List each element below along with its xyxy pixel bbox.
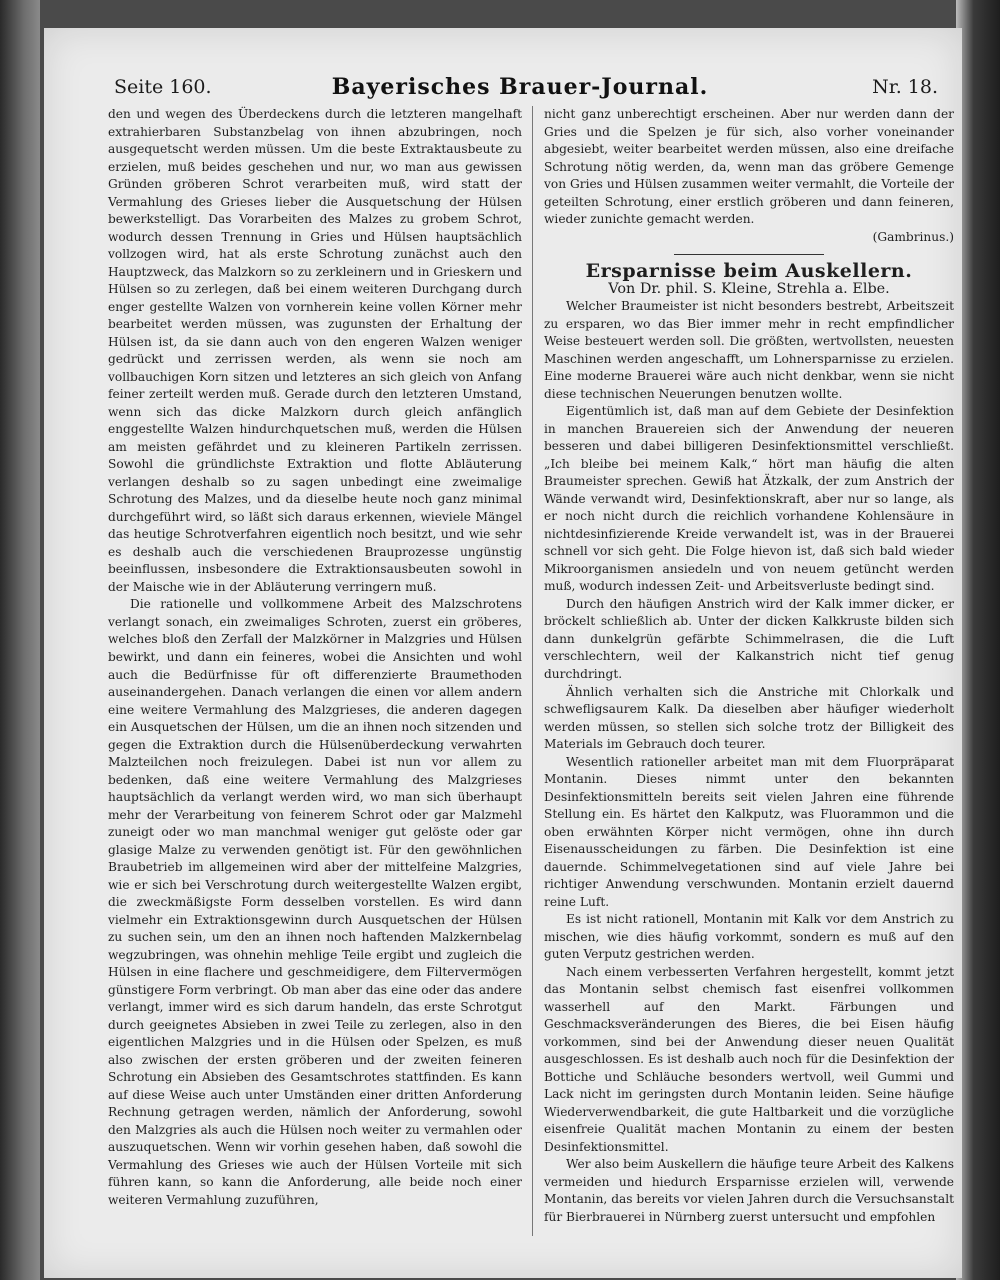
source-signature: (Gambrinus.) — [872, 229, 954, 244]
right-column — [544, 106, 954, 1226]
paragraph: Es ist nicht rationell, Montanin mit Kalk vor dem Anstrich zu mischen, wie dies häufig vorkommt, sondern es muß auf den guten Verputz gestrichen werden. — [544, 912, 954, 962]
paragraph: nicht ganz unberechtigt erscheinen. Aber nur werden dann der Gries und die Spelzen je für sich, also vorher voneinander abgesiebt, weiter bearbeitet werden müssen, also eine dreifache Schrotung nötig werden, da, wenn man das gröbere Gemenge von Gries und Hülsen zusammen weiter vermahlt, die Vorteile der geteilten Schrotung, einer erstlich gröberen und dann feineren, wieder zunichte gemacht werden. — [544, 107, 954, 227]
page-header — [70, 74, 940, 106]
article-separator — [674, 254, 824, 255]
page-edge-right — [956, 0, 1000, 1280]
paragraph: den und wegen des Überdeckens durch die letzteren mangelhaft extrahierbaren Substanzbelag von ihnen abzubringen, noch ausgequetscht werden müssen. Um die beste Extraktausbeute zu erzielen, muß beides geschehen und nur, wo man aus gewissen Gründen gröberen Schrot verarbeiten muß, wird statt der Vermahlung des Grieses lieber die Ausquetschung der Hülsen bewerkstelligt. Das Vorarbeiten des Malzes zu grobem Schrot, wodurch dessen Trennung in Gries und Hülsen hauptsächlich vollzogen wird, hat als erste Schrotung zunächst auch den Hauptzweck, das Malzkorn so zu zerkleinern und in Grieskern und Hülsen so zu zerlegen, daß bei einem weiteren Durchgang durch enger gestellte Walzen von vornherein keine vollen Körner mehr bearbeitet werden müssen, was zugunsten der Erhaltung der Hülsen ist, da sie dann auch von den engeren Walzen weniger gedrückt und zerrissen werden, als wenn sie noch am vollbauchigen Korn sitzen und letzteres an sich gleich von Anfang feiner zerteilt werden muß. Gerade durch den letzteren Umstand, wenn sich das dicke Malzkorn durch gleich anfänglich enggestellte Walzen hindurchquetschen muß, werden die Hülsen am meisten gefährdet und zu kleineren Partikeln zerrissen. Sowohl die gründlichste Extraktion und flotte Abläuterung verlangen deshalb so zu sagen unbedingt eine zweimalige Schrotung des Malzes, und da dieselbe heute noch ganz minimal durchgeführt wird, so läßt sich daraus erkennen, wieviele Mängel das heutige Schrotverfahren eigentlich noch besitzt, und wie sehr es deshalb auch die verschiedenen Brauprozesse ungünstig beeinflussen, insbesondere die Extraktionsausbeuten sowohl in der Maische wie in der Abläuterung verringern muß. — [108, 107, 522, 594]
paragraph: Wesentlich rationeller arbeitet man mit dem Fluorpräparat Montanin. Dieses nimmt unter den bekannten Desinfektionsmitteln bereits seit vielen Jahren eine führende Stellung ein. Es härtet den Kalkputz, was Fluorammon und die oben erwähnten Körper nicht vermögen, ohne ihn durch Eisenausscheidungen zu färben. Die Desinfektion ist eine dauernde. Schimmelvegetationen sind auf viele Jahre bei richtiger Anwendung verschwunden. Montanin erzielt dauernd reine Luft. — [544, 754, 954, 909]
paragraph: Die rationelle und vollkommene Arbeit des Malzschrotens verlangt sonach, ein zweimaliges Schroten, zuerst ein gröberes, welches bloß den Zerfall der Malzkörner in Malzgries und Hülsen bewirkt, und dann ein feineres, wobei die Ansichten und wohl auch die Bedürfnisse für oft differenzierte Braumethoden auseinandergehen. Danach verlangen die einen vor allem andern eine weitere Vermahlung des Malzgrieses, die anderen dagegen ein Ausquetschen der Hülsen, um die an ihnen noch sitzenden und gegen die Extraktion durch die Hülsenüberdeckung verwahrten Malzteilchen noch freizulegen. Dabei ist nun vor allem zu bedenken, daß eine weitere Vermahlung des Malzgrieses hauptsächlich da verlangt werden wird, wo man sich überhaupt mehr der Verarbeitung von feinerem Schrot oder gar Malzmehl zuneigt oder wo man manchmal weniger gut gelöste oder gar glasige Malze zu verwenden genötigt ist. Für den gewöhnlichen Braubetrieb im allgemeinen wird aber der mittelfeine Malzgries, wie er sich bei Verschrotung durch weitergestellte Walzen ergibt, die zweckmäßigste Form desselben vorstellen. Es wird dann vielmehr ein Extraktionsgewinn durch Ausquetschen der Hülsen zu suchen sein, um den an ihnen noch haftenden Malzkernbelag wegzubringen, was ohnehin mehlige Teile ergibt und zugleich die Hülsen in eine flachere und geschmeidigere, dem Filtervermögen günstigere Form verbringt. Ob man aber das eine oder das andere verlangt, immer wird es sich darum handeln, das erste Schrotgut durch geeignetes Absieben in zwei Teile zu zerlegen, also in den eigentlichen Malzgries und in die Hülsen oder Spelzen, es muß also zwischen der ersten gröberen und der zweiten feineren Schrotung ein Absieben des Gesamtschrotes stattfinden. Es kann auf diese Weise auch unter Umständen einer dritten Anforderung Rechnung getragen werden, nämlich der Anforderung, sowohl den Malzgries als auch die Hülsen noch weiter zu vermahlen oder auszuquetschen. Wenn wir vorhin gesehen haben, daß sowohl die Vermahlung des Grieses wie auch der Hülsen Vorteile mit sich führen kann, so kann die Anforderung, alle beide noch einer weiteren Vermahlung zuzuführen, — [108, 597, 522, 1207]
journal-title: Bayerisches Brauer-Journal. — [331, 74, 709, 100]
left-column — [108, 106, 522, 1209]
paragraph: Eigentümlich ist, daß man auf dem Gebiete der Desinfektion in manchen Brauereien sich der Anwendung der neueren besseren und dabei billigeren Desinfektionsmittel verschließt. „Ich bleibe bei meinem Kalk,“ hört man häufig die alten Braumeister sprechen. Gewiß hat Ätzkalk, der zum Anstrich der Wände verwandt wird, Desinfektionskraft, aber nur so lange, als er noch nicht durch die reichlich vorhandene Kohlensäure in nichtdesinfizierende Kreide verwandelt ist, was in der Brauerei schnell vor sich geht. Die Folge hievon ist, daß sich bald wieder Mikroorganismen ansiedeln und von neuem getüncht werden muß, wodurch indessen Zeit- und Arbeitsverluste bedingt sind. — [544, 404, 954, 594]
article-title: Ersparnisse beim Auskellern. — [585, 260, 913, 283]
book-binding — [0, 0, 40, 1280]
page-number: Seite 160. — [114, 76, 212, 98]
article-byline: Von Dr. phil. S. Kleine, Strehla a. Elbe. — [608, 280, 890, 297]
column-divider — [532, 106, 533, 1236]
paragraph: Nach einem verbesserten Verfahren hergestellt, kommt jetzt das Montanin selbst chemisch fast eisenfrei vollkommen wasserhell auf den Markt. Färbungen und Geschmacksveränderungen des Bieres, die bei Eisen häufig vorkommen, sind bei der Anwendung dieser neuen Qualität ausgeschlossen. Es ist deshalb auch noch für die Desinfektion der Bottiche und Schläuche besonders wertvoll, weil Gummi und Lack nicht im geringsten durch Montanin leiden. Seine häufige Wiederverwendbarkeit, die gute Haltbarkeit und die vorzügliche eisenfreie Qualität machen Montanin zu einem der besten Desinfektionsmittel. — [544, 964, 954, 1154]
paragraph: Wer also beim Auskellern die häufige teure Arbeit des Kalkens vermeiden und hiedurch Ersparnisse erzielen will, verwende Montanin, das bereits vor vielen Jahren durch die Versuchsanstalt für Bierbrauerei in Nürnberg zuerst untersucht und empfohlen — [544, 1157, 954, 1224]
issue-number: Nr. 18. — [872, 76, 938, 98]
paragraph: Ähnlich verhalten sich die Anstriche mit Chlorkalk und schwefligsaurem Kalk. Da dieselben aber häufiger wiederholt werden müssen, so stellen sich solche trotz der Billigkeit des Materials im Gebrauch doch teurer. — [544, 684, 954, 752]
paragraph: Durch den häufigen Anstrich wird der Kalk immer dicker, er bröckelt schließlich ab. Unter der dicken Kalkkruste bilden sich dann dunkelgrün gefärbte Schimmelrasen, die die Luft verschlechtern, weil der Kalkanstrich nicht tief genug durchdringt. — [544, 596, 954, 681]
paragraph: Welcher Braumeister ist nicht besonders bestrebt, Arbeitszeit zu ersparen, wo das Bier immer mehr in recht empfindlicher Weise besteuert werden soll. Die größten, wertvollsten, neuesten Maschinen werden angeschafft, um Lohnersparnisse zu erzielen. Eine moderne Brauerei wäre auch nicht denkbar, wenn sie nicht diese technischen Neuerungen benutzen wollte. — [544, 299, 954, 401]
